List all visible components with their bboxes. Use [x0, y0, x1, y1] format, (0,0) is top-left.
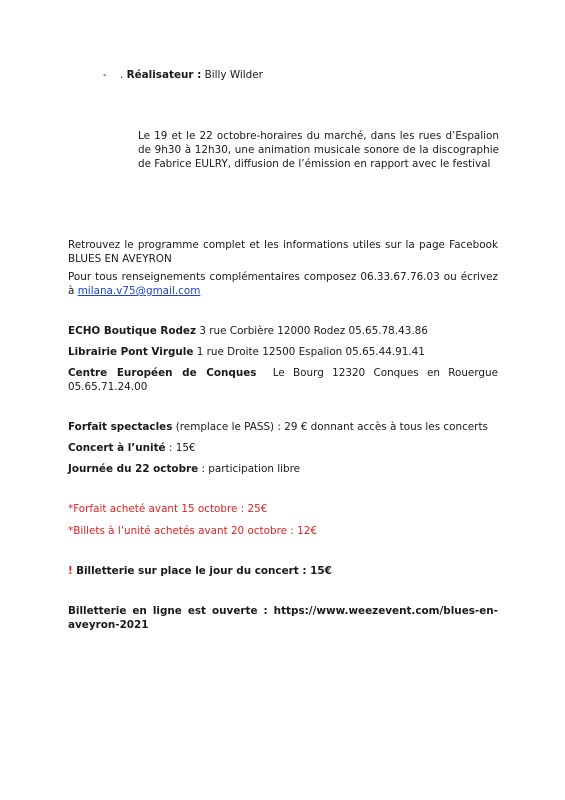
online-ticketing-line-1: [68, 604, 498, 618]
animation-paragraph: [138, 129, 499, 171]
facebook-line-1: Retrouvez le programme complet et les informations utiles sur la page Facebook: [68, 239, 498, 251]
contact-prefix: à: [68, 285, 75, 297]
animation-line-1: Le 19 et le 22 octobre-horaires du marché, dans les rues d’Espalion: [138, 130, 499, 142]
online-url-continuation[interactable]: aveyron-2021: [68, 619, 149, 631]
pricing-pass: [68, 420, 498, 434]
email-link[interactable]: milana.v75@gmail.com: [77, 285, 201, 297]
contact-line-1: Pour tous renseignements complémentaires composez 06.33.67.76.03 ou écrivez: [68, 271, 498, 283]
venue-details: 1 rue Droite 12500 Espalion 05.65.44.91.41: [196, 346, 425, 358]
online-text[interactable]: Billetterie en ligne est ouverte : https://www.weezevent.com/blues-en-: [68, 605, 498, 617]
onsite-ticketing: [68, 564, 498, 578]
venue-name: Librairie Pont Virgule: [68, 346, 194, 358]
venue-name: Centre Européen de Conques: [68, 367, 257, 379]
unit-text: : 15€: [168, 442, 196, 454]
venue-conques: [68, 366, 498, 380]
early-billets: *Billets à l’unité achetés avant 20 octobre : 12€: [68, 525, 317, 537]
unit-label: Concert à l’unité: [68, 442, 166, 454]
online-ticketing-line-2: [68, 618, 498, 632]
director-line: [103, 68, 263, 82]
venue-name: ECHO Boutique Rodez: [68, 325, 197, 337]
day-text: : participation libre: [201, 463, 301, 475]
warning-mark: !: [68, 565, 73, 577]
day-label: Journée du 22 octobre: [68, 463, 199, 475]
pass-label: Forfait spectacles: [68, 421, 173, 433]
bullet-dot: .: [119, 69, 124, 81]
facebook-line-2: BLUES EN AVEYRON: [68, 253, 172, 265]
venue-conques-phone: 05.65.71.24.00: [68, 381, 148, 393]
early-forfait: *Forfait acheté avant 15 octobre : 25€: [68, 503, 268, 515]
venue-pont-virgule: [68, 345, 498, 359]
venue-details: Le Bourg 12320 Conques en Rouergue: [272, 367, 498, 379]
pass-text: (remplace le PASS) : 29 € donnant accès à tous les concerts: [175, 421, 488, 433]
bullet-dash: -: [103, 69, 107, 81]
director-label: Réalisateur :: [126, 69, 202, 81]
pricing-day: [68, 462, 498, 476]
venue-details: 3 rue Corbière 12000 Rodez 05.65.78.43.86: [199, 325, 428, 337]
animation-line-3: de Fabrice EULRY, diffusion de l’émission en rapport avec le festival: [138, 158, 491, 170]
director-name: Billy Wilder: [204, 69, 263, 81]
onsite-text: Billetterie sur place le jour du concert : 15€: [76, 565, 332, 577]
venue-echo: [68, 324, 498, 338]
pricing-unit: [68, 441, 498, 455]
animation-line-2: de 9h30 à 12h30, une animation musicale sonore de la discographie: [138, 144, 499, 156]
contact-line-2: [68, 284, 498, 298]
